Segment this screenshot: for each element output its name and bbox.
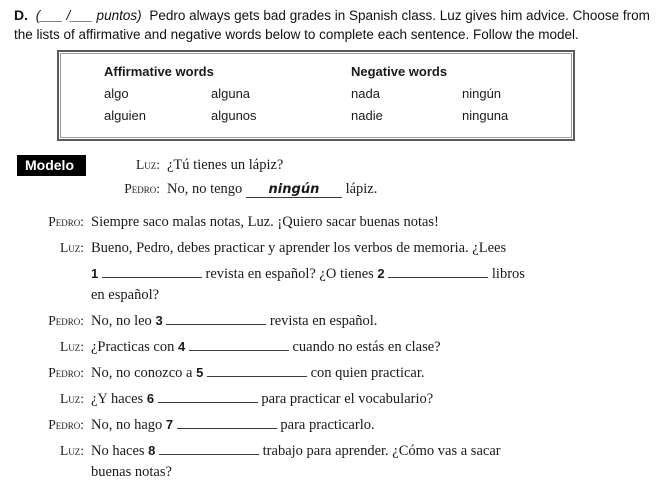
blank-number-7: 7 bbox=[165, 417, 174, 432]
modelo-luz-line bbox=[108, 155, 377, 175]
dialogue-text bbox=[91, 265, 650, 283]
modelo-luz-text: ¿Tú tienes un lápiz? bbox=[167, 157, 284, 173]
word-ninguna: ninguna bbox=[462, 108, 509, 123]
exercise-header bbox=[14, 6, 650, 44]
speaker-label: Pedro: bbox=[48, 365, 84, 380]
word-alguna: alguna bbox=[211, 86, 251, 101]
dialogue-text: buenas notas? bbox=[91, 464, 172, 480]
blank-number-4: 4 bbox=[177, 339, 186, 354]
dialogue-text-segment: para practicarlo. bbox=[280, 417, 375, 433]
dialogue-text-segment: No, no leo bbox=[91, 313, 152, 329]
dialogue-row bbox=[14, 390, 650, 408]
fill-blank-4 bbox=[189, 339, 289, 351]
dialogue-row bbox=[14, 364, 650, 382]
speaker-label: Pedro: bbox=[48, 417, 84, 432]
speaker-label: Luz: bbox=[60, 339, 84, 354]
word-bank-inner bbox=[60, 53, 572, 138]
dialogue-text-segment: ¿Y haces bbox=[91, 391, 144, 407]
dialogue-text bbox=[91, 312, 650, 330]
fill-blank-2 bbox=[388, 266, 488, 278]
fill-blank-6 bbox=[158, 391, 258, 403]
speaker-label: Luz: bbox=[60, 240, 84, 255]
fill-blank-7 bbox=[177, 417, 277, 429]
dialogue-row bbox=[14, 442, 650, 460]
dialogue-text-segment: libros bbox=[491, 266, 525, 282]
dialogue-text bbox=[91, 416, 650, 434]
word-alguien: alguien bbox=[104, 108, 146, 123]
modelo-pedro-line bbox=[108, 179, 377, 199]
speaker-label: Pedro: bbox=[48, 313, 84, 328]
fill-blank-3 bbox=[166, 313, 266, 325]
speaker-spacer bbox=[14, 463, 84, 481]
dialogue-section bbox=[14, 213, 650, 481]
fill-blank-5 bbox=[207, 365, 307, 377]
dialogue-row-continuation bbox=[14, 463, 650, 481]
modelo-lines bbox=[108, 155, 377, 203]
dialogue-text-segment: ¿Practicas con bbox=[91, 339, 175, 355]
speaker-spacer bbox=[14, 265, 84, 283]
word-ningun: ningún bbox=[462, 86, 502, 101]
dialogue-text-segment: No haces bbox=[91, 443, 145, 459]
dialogue-text-segment: revista en español? ¿O tienes bbox=[205, 266, 374, 282]
blank-number-2: 2 bbox=[377, 266, 385, 281]
blank-number-1: 1 bbox=[91, 266, 99, 281]
exercise-letter: D. bbox=[14, 7, 28, 23]
speaker-label: Luz: bbox=[136, 157, 160, 172]
dialogue-text-segment: No, no hago bbox=[91, 417, 163, 433]
fill-blank-8 bbox=[159, 443, 259, 455]
dialogue-text: en español? bbox=[91, 287, 160, 303]
dialogue-text-segment: trabajo para aprender. ¿Cómo vas a sacar bbox=[262, 443, 501, 459]
speaker-label: Pedro: bbox=[124, 181, 160, 196]
modelo-pre-text: No, no tengo bbox=[167, 181, 243, 197]
fill-blank-1 bbox=[102, 266, 202, 278]
dialogue-row bbox=[14, 213, 650, 231]
dialogue-text-segment: revista en español. bbox=[269, 313, 378, 329]
dialogue-row-continuation bbox=[14, 265, 650, 283]
dialogue-row bbox=[14, 239, 650, 257]
dialogue-text-segment: cuando no estás en clase? bbox=[292, 339, 441, 355]
dialogue-text: Bueno, Pedro, debes practicar y aprender los verbos de memoria. ¿Lees bbox=[91, 240, 507, 256]
speaker-label: Luz: bbox=[60, 391, 84, 406]
blank-number-3: 3 bbox=[155, 313, 163, 328]
dialogue-text-segment: para practicar el vocabulario? bbox=[261, 391, 434, 407]
modelo-section bbox=[17, 155, 650, 203]
dialogue-text-segment: No, no conozco a bbox=[91, 365, 193, 381]
dialogue-text bbox=[91, 338, 650, 356]
speaker-spacer bbox=[14, 286, 84, 304]
modelo-pedro-text bbox=[167, 179, 377, 199]
word-nadie: nadie bbox=[351, 108, 383, 123]
dialogue-text bbox=[91, 442, 650, 460]
blank-number-6: 6 bbox=[146, 391, 155, 406]
dialogue-row bbox=[14, 312, 650, 330]
word-algo: algo bbox=[104, 86, 129, 101]
dialogue-text-segment: con quien practicar. bbox=[310, 365, 425, 381]
dialogue-text bbox=[91, 390, 650, 408]
points-field: (___ /___ puntos) bbox=[35, 8, 142, 23]
word-algunos: algunos bbox=[211, 108, 257, 123]
dialogue-row bbox=[14, 416, 650, 434]
affirmative-words-title: Affirmative words bbox=[104, 64, 214, 79]
dialogue-row-continuation bbox=[14, 286, 650, 304]
speaker-label: Luz: bbox=[60, 443, 84, 458]
blank-number-8: 8 bbox=[148, 443, 156, 458]
dialogue-text: Siempre saco malas notas, Luz. ¡Quiero sacar buenas notas! bbox=[91, 214, 439, 230]
negative-words-title: Negative words bbox=[351, 64, 448, 79]
dialogue-text bbox=[91, 364, 650, 382]
word-bank-grid bbox=[104, 61, 571, 127]
exercise-instructions: Pedro always gets bad grades in Spanish class. Luz gives him advice. Choose from the lists of affirmative and negative words below to complete each sentence. Follow the model. bbox=[14, 8, 650, 42]
speaker-label: Pedro: bbox=[48, 214, 84, 229]
modelo-answer-blank: ningún bbox=[246, 182, 342, 198]
word-bank-box bbox=[57, 50, 575, 141]
dialogue-row bbox=[14, 338, 650, 356]
word-nada: nada bbox=[351, 86, 380, 101]
modelo-post-text: lápiz. bbox=[345, 181, 378, 197]
blank-number-5: 5 bbox=[196, 365, 204, 380]
modelo-badge: Modelo bbox=[17, 155, 86, 176]
